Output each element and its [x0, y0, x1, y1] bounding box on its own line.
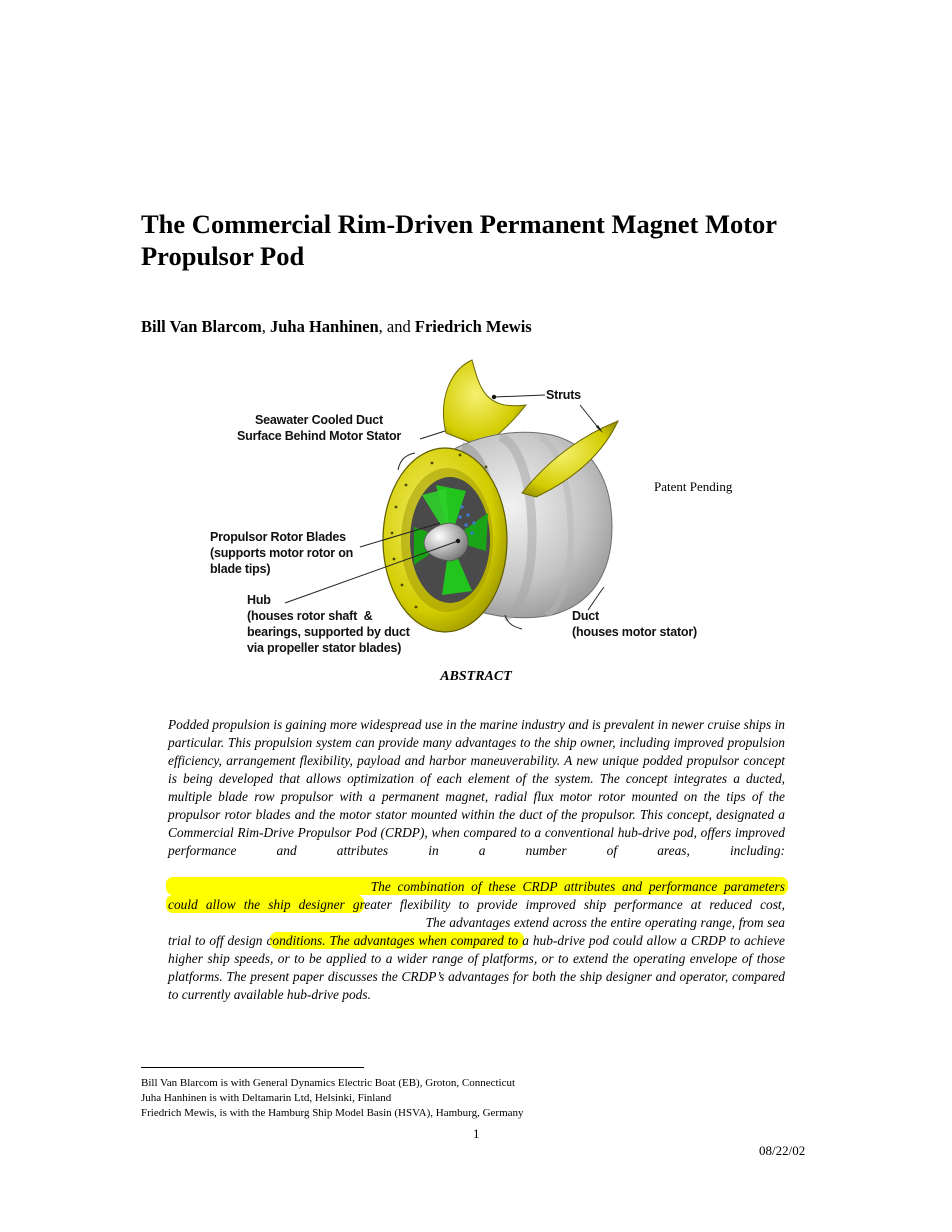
author-1: Bill Van Blarcom	[141, 317, 262, 336]
duct-callout	[572, 608, 697, 640]
abstract-part-3: The advantages extend across the entire operating range, from sea trial to off design conditions. The advantages when compared to a hub-drive pod could allow a CRDP to achieve higher ship speeds, or to be applied to a wider range of platforms, or to extend the operating envelope of those platforms. The present paper discusses the CRDP’s advantages for both the ship designer and operator, compared to currently available hub-drive pods.	[168, 915, 785, 1002]
footnote-rule	[141, 1067, 364, 1068]
rotor-blades-callout-text: Propulsor Rotor Blades (supports motor rotor on blade tips)	[210, 530, 354, 576]
struts-callout: Struts	[546, 388, 581, 402]
duct-callout-text: Duct (houses motor stator)	[572, 609, 697, 639]
author-separator: , and	[378, 317, 415, 336]
abstract-part-1: Podded propulsion is gaining more widespread use in the marine industry and is prevalent in newer cruise ships in particular. This propulsion system can provide many advantages to the ship owner, including improved propulsion efficiency, arrangement flexibility, payload and harbor maneuverability. A new unique podded propulsor concept is being developed that allows optimization of each element of the system. The concept integrates a ducted, multiple blade row propulsor with a permanent magnet, radial flux motor rotor mounted on the tips of the propulsor rotor blades and the motor stator mounted within the duct of the propulsor. This concept, designated a Commercial Rim-Drive Propulsor Pod (CRDP), when compared to a conventional hub-drive pod, offers improved performance and attributes in a number of areas, including:	[168, 717, 785, 858]
author-3: Friedrich Mewis	[414, 317, 532, 336]
footnote-2: Juha Hanhinen is with Deltamarin Ltd, Helsinki, Finland	[141, 1092, 392, 1104]
hub-callout-text: Hub (houses rotor shaft & bearings, supported by duct via propeller stator blades)	[247, 593, 410, 655]
abstract-part-2: The combination of these CRDP attributes and performance parameters could allow the ship designer greater flexibility to provide improved ship performance at reduced cost,	[168, 879, 785, 912]
propulsor-pod-figure	[200, 355, 760, 665]
patent-pending-note: Patent Pending	[654, 479, 733, 494]
footnote-3: Friedrich Mewis, is with the Hamburg Ship Model Basin (HSVA), Hamburg, Germany	[141, 1107, 524, 1119]
seawater-duct-callout-text: Seawater Cooled Duct Surface Behind Motor Stator	[237, 413, 402, 443]
author-2: Juha Hanhinen	[269, 317, 379, 336]
abstract-heading: ABSTRACT	[440, 669, 512, 684]
abstract-text	[168, 716, 785, 1004]
author-separator: ,	[261, 317, 270, 336]
paper-title: The Commercial Rim-Driven Permanent Magnet Motor Propulsor Pod	[141, 209, 777, 271]
rotor-blades-callout	[210, 529, 353, 577]
author-line	[141, 317, 532, 337]
page-number: 1	[473, 1126, 480, 1141]
footnote-1: Bill Van Blarcom is with General Dynamics Electric Boat (EB), Groton, Connecticut	[141, 1077, 516, 1089]
seawater-duct-callout	[237, 412, 401, 444]
highlight-gap	[168, 915, 422, 927]
highlight-gap	[168, 879, 364, 891]
document-date: 08/22/02	[759, 1143, 806, 1158]
hub-callout	[247, 592, 410, 656]
highlight-gap	[168, 861, 785, 873]
